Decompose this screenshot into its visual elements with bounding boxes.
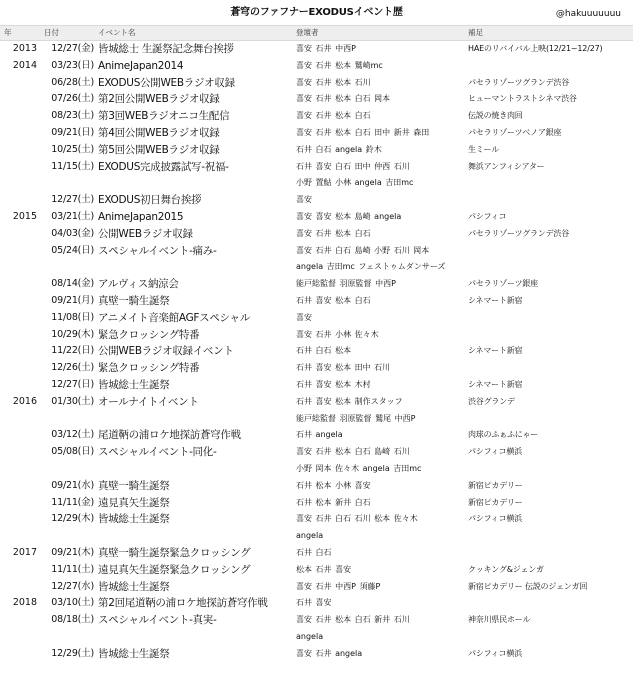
cell-date: 03/21(土) [51, 210, 94, 222]
cell-note: 新宿ピカデリー [468, 480, 523, 490]
cell-note: ヒューマントラストシネマ渋谷 [468, 94, 577, 104]
table-row [0, 125, 633, 142]
table-header [0, 25, 633, 41]
cell-date: 10/25(土) [51, 143, 94, 155]
table-row [0, 142, 633, 159]
table-row [0, 579, 633, 596]
cell-event: 第4回公開WEBラジオ収録 [98, 126, 220, 139]
page-title: 蒼穹のファフナーEXODUSイベント歴 [230, 7, 403, 18]
cell-event: 真壁一騎生誕祭 [98, 479, 170, 492]
cell-cast: 石井 白石 松本 [296, 346, 352, 356]
table-row [0, 545, 633, 562]
cell-date: 06/28(土) [51, 76, 94, 88]
cell-date: 11/11(土) [51, 563, 94, 575]
cell-note: パセラリゾーツベノア銀座 [468, 127, 562, 137]
cell-event: 皆城総士生誕祭 [98, 580, 170, 593]
table-row [0, 192, 633, 209]
table-row [0, 461, 633, 478]
cell-event: スペシャルイベント-同化- [98, 446, 217, 459]
cell-cast: 石井 松本 小林 喜安 [296, 480, 371, 490]
cell-event: 皆城総士 生誕祭記念舞台挨拶 [98, 43, 234, 55]
cell-date: 08/23(土) [51, 110, 94, 122]
cell-date: 07/26(土) [51, 93, 94, 105]
table-row [0, 394, 633, 411]
cell-cast: 喜安 石井 中西P 須藤P [296, 581, 381, 591]
cell-note: パセラリゾーツグランデ渋谷 [468, 77, 569, 87]
table-row [0, 293, 633, 310]
cell-date: 05/08(日) [51, 446, 94, 458]
column-header-cast: 登壇者 [296, 28, 319, 37]
cell-cast: 喜安 石井 松本 鷲崎mc [296, 60, 383, 70]
event-table [0, 41, 633, 662]
cell-event: 遠見真矢生誕祭緊急クロッシング [98, 563, 251, 576]
table-row [0, 360, 633, 377]
table-row [0, 91, 633, 108]
cell-cast: 喜安 石井 白石 石川 松本 佐々木 [296, 514, 418, 524]
table-row [0, 495, 633, 512]
cell-cast: 能戸総監督 羽原監督 中西P [296, 279, 396, 289]
cell-cast: 石井 angela [296, 430, 343, 440]
cell-cast: 喜安 石井 白石 島崎 小野 石川 岡本 [296, 245, 430, 255]
cell-date: 05/24(日) [51, 244, 94, 256]
cell-cast: angela 吉田mc フェストゥムダンサーズ [296, 262, 446, 272]
cell-date: 12/29(土) [51, 647, 94, 659]
cell-event: 皆城総士生誕祭 [98, 378, 170, 391]
cell-cast: 喜安 石井 松本 白石 田中 新井 森田 [296, 127, 430, 137]
cell-note: HAEのリバイバル上映(12/21~12/27) [468, 44, 603, 53]
table-row [0, 41, 633, 58]
cell-date: 11/22(日) [51, 345, 94, 357]
cell-event: 公開WEBラジオ収録 [98, 227, 193, 240]
cell-event: 第3回WEBラジオニコ生配信 [98, 110, 230, 123]
cell-cast: 小野 置鮎 小林 angela 吉田mc [296, 178, 414, 188]
cell-event: 第2回公開WEBラジオ収録 [98, 93, 220, 106]
cell-date: 11/11(金) [51, 496, 94, 508]
table-row [0, 209, 633, 226]
table-row [0, 58, 633, 75]
column-header-date: 日付 [44, 28, 59, 37]
cell-cast: 石井 喜安 [296, 598, 332, 608]
cell-date: 10/29(木) [51, 328, 94, 340]
cell-note: パシフィコ横浜 [468, 514, 522, 524]
cell-cast: 石井 喜安 松本 制作スタッフ [296, 396, 403, 406]
cell-date: 11/08(日) [51, 311, 94, 323]
table-row [0, 427, 633, 444]
table-row [0, 75, 633, 92]
table-row [0, 259, 633, 276]
cell-date: 09/21(月) [51, 294, 94, 306]
cell-year: 2018 [12, 597, 37, 609]
cell-date: 11/15(土) [51, 160, 94, 172]
cell-event: EXODUS完成披露試写-祝福- [98, 160, 229, 173]
table-row [0, 411, 633, 428]
cell-year: 2017 [12, 546, 37, 558]
table-row [0, 108, 633, 125]
cell-note: パシフィコ [468, 211, 507, 221]
cell-note: シネマート新宿 [468, 295, 523, 305]
cell-note: 新宿ピカデリー [468, 497, 523, 507]
cell-event: 皆城総士生誕祭 [98, 513, 170, 526]
cell-event: 第5回公開WEBラジオ収録 [98, 143, 220, 156]
cell-date: 04/03(金) [51, 227, 94, 239]
cell-note: シネマート新宿 [468, 379, 523, 389]
cell-event: スペシャルイベント-真実- [98, 614, 217, 627]
table-row [0, 595, 633, 612]
table-row [0, 226, 633, 243]
table-row [0, 377, 633, 394]
cell-date: 12/26(土) [51, 362, 94, 374]
cell-event: 皆城総士生誕祭 [98, 647, 170, 660]
cell-date: 12/29(木) [51, 513, 94, 525]
cell-note: クッキング&ジェンガ [468, 564, 544, 574]
cell-event: 緊急クロッシング特番 [98, 328, 200, 341]
cell-cast: 喜安 石井 中西P [296, 44, 356, 53]
cell-note: パセラリゾーツグランデ渋谷 [468, 228, 569, 238]
cell-cast: 喜安 石井 松本 白石 [296, 228, 371, 238]
cell-cast: 石井 松本 新井 白石 [296, 497, 371, 507]
table-row [0, 511, 633, 528]
author-handle: @hakuuuuuuu [555, 9, 621, 19]
cell-date: 01/30(土) [51, 395, 94, 407]
cell-event: 真壁一騎生誕祭 [98, 294, 170, 307]
cell-note: 肉球のふぁふにゃー [468, 430, 539, 440]
cell-date: 08/14(金) [51, 278, 94, 290]
cell-cast: 喜安 石井 松本 白石 [296, 111, 371, 121]
cell-cast: 小野 岡本 佐々木 angela 吉田mc [296, 463, 422, 473]
cell-cast: 喜安 石井 松本 白石 島崎 石川 [296, 447, 410, 457]
cell-cast: 喜安 [296, 312, 312, 322]
cell-event: 遠見真矢生誕祭 [98, 496, 170, 509]
table-row [0, 276, 633, 293]
cell-cast: 能戸総監督 羽原監督 鷲尾 中西P [296, 413, 416, 423]
table-row [0, 562, 633, 579]
cell-date: 03/23(日) [51, 59, 94, 71]
table-row [0, 159, 633, 176]
column-header-note: 補足 [468, 28, 483, 37]
cell-note: 生ミール [468, 144, 500, 154]
cell-year: 2014 [12, 59, 37, 71]
cell-cast: 石井 白石 [296, 547, 332, 557]
cell-cast: 石井 白石 angela 鈴木 [296, 144, 382, 154]
cell-note: 舞浜アンフィシアター [468, 161, 545, 171]
cell-event: AnimeJapan2014 [98, 59, 184, 72]
table-row [0, 175, 633, 192]
table-row [0, 444, 633, 461]
column-header-year: 年 [4, 28, 12, 37]
cell-event: 緊急クロッシング特番 [98, 362, 200, 375]
cell-event: 公開WEBラジオ収録イベント [98, 345, 234, 358]
cell-event: 第2回尾道鞆の浦ロケ地探訪蒼穹作戦 [98, 597, 268, 610]
cell-cast: 石井 喜安 松本 白石 [296, 295, 371, 305]
cell-note: 新宿ピカデリー 伝説のジェンガ回 [468, 581, 588, 591]
column-header-event: イベント名 [98, 28, 136, 37]
table-row [0, 327, 633, 344]
cell-event: アニメイト音楽館AGFスペシャル [98, 311, 250, 324]
cell-cast: 石井 喜安 白石 田中 仲西 石川 [296, 161, 410, 171]
cell-date: 03/12(土) [51, 429, 94, 441]
table-row [0, 612, 633, 629]
cell-cast: angela [296, 631, 324, 641]
cell-note: パシフィコ横浜 [468, 447, 522, 457]
cell-event: EXODUS公開WEBラジオ収録 [98, 76, 235, 89]
table-row [0, 243, 633, 260]
cell-date: 12/27(金) [51, 43, 94, 54]
table-row [0, 646, 633, 663]
cell-cast: 石井 喜安 松本 田中 石川 [296, 363, 391, 373]
cell-event: アルヴィス納涼会 [98, 278, 179, 291]
cell-year: 2013 [12, 43, 37, 54]
cell-cast: 石井 喜安 松本 木村 [296, 379, 371, 389]
cell-cast: 喜安 石井 angela [296, 648, 363, 658]
cell-cast: 喜安 石井 小林 佐々木 [296, 329, 379, 339]
cell-event: AnimeJapan2015 [98, 210, 184, 223]
cell-event: スペシャルイベント-痛み- [98, 244, 217, 257]
cell-note: パセラリゾーツ銀座 [468, 279, 538, 289]
cell-event: 尾道鞆の浦ロケ地探訪蒼穹作戦 [98, 429, 241, 442]
cell-note: シネマート新宿 [468, 346, 523, 356]
cell-event: オールナイトイベント [98, 395, 199, 408]
table-row [0, 310, 633, 327]
cell-date: 08/18(土) [51, 614, 94, 626]
cell-note: 伝説の焼き肉回 [468, 111, 523, 121]
cell-cast: 喜安 喜安 松本 島崎 angela [296, 211, 402, 221]
cell-cast: 松本 石井 喜安 [296, 564, 352, 574]
cell-date: 12/27(水) [51, 580, 94, 592]
cell-note: 神奈川県民ホール [468, 615, 531, 625]
cell-date: 12/27(日) [51, 378, 94, 390]
cell-note: 渋谷グランデ [468, 396, 515, 406]
cell-event: 真壁一騎生誕祭緊急クロッシング [98, 546, 251, 559]
cell-date: 09/21(木) [51, 546, 94, 558]
cell-cast: 喜安 [296, 195, 312, 205]
table-row [0, 343, 633, 360]
cell-date: 03/10(土) [51, 597, 94, 609]
cell-note: パシフィコ横浜 [468, 648, 522, 658]
cell-cast: 喜安 石井 松本 白石 岡本 [296, 94, 391, 104]
cell-date: 09/21(水) [51, 479, 94, 491]
cell-date: 12/27(土) [51, 194, 94, 206]
table-row [0, 528, 633, 545]
cell-cast: 喜安 石井 松本 白石 新井 石川 [296, 615, 410, 625]
table-row [0, 629, 633, 646]
cell-date: 09/21(日) [51, 126, 94, 138]
cell-event: EXODUS初日舞台挨拶 [98, 194, 202, 207]
table-row [0, 478, 633, 495]
cell-year: 2016 [12, 395, 37, 407]
cell-cast: 喜安 石井 松本 石川 [296, 77, 371, 87]
cell-cast: angela [296, 531, 324, 541]
cell-year: 2015 [12, 210, 37, 222]
